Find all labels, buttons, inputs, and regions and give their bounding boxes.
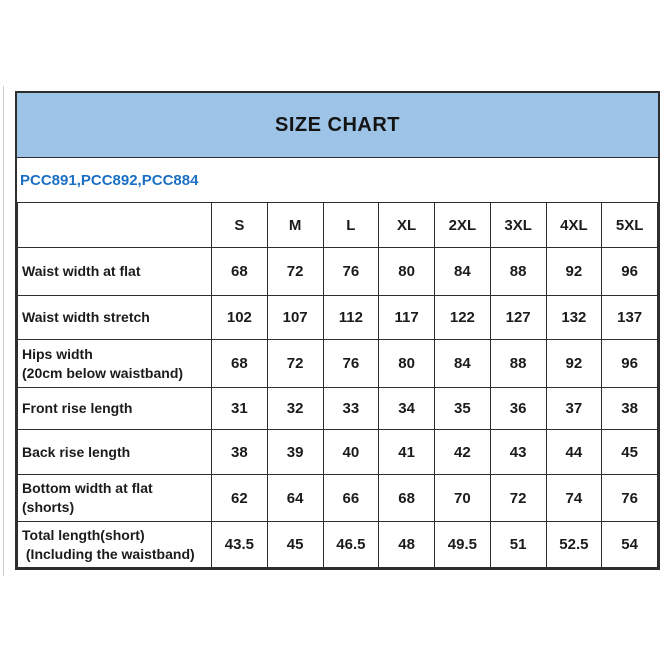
- table-row: [18, 475, 658, 522]
- measurement-label: Waist width at flat: [18, 248, 212, 296]
- size-value-cell: 31: [212, 388, 268, 430]
- size-value-cell: 42: [435, 430, 491, 475]
- size-value-cell: 38: [212, 430, 268, 475]
- size-value-cell: 76: [602, 475, 658, 522]
- table-row: [18, 248, 658, 296]
- size-value-cell: 40: [323, 430, 379, 475]
- size-value-cell: 72: [490, 475, 546, 522]
- corner-cell: [18, 203, 212, 248]
- measurement-label: Bottom width at flat (shorts): [18, 475, 212, 522]
- product-codes: PCC891,PCC892,PCC884: [20, 171, 199, 189]
- size-value-cell: 43.5: [212, 522, 268, 568]
- size-value-cell: 68: [379, 475, 435, 522]
- table-row: [18, 522, 658, 568]
- size-value-cell: 88: [490, 340, 546, 388]
- size-value-cell: 96: [602, 248, 658, 296]
- table-row: [18, 430, 658, 475]
- table-row: [18, 340, 658, 388]
- size-value-cell: 54: [602, 522, 658, 568]
- size-column-header: L: [323, 203, 379, 248]
- size-value-cell: 107: [267, 296, 323, 340]
- size-value-cell: 112: [323, 296, 379, 340]
- size-value-cell: 52.5: [546, 522, 602, 568]
- size-value-cell: 48: [379, 522, 435, 568]
- size-value-cell: 36: [490, 388, 546, 430]
- size-column-header: 4XL: [546, 203, 602, 248]
- size-value-cell: 41: [379, 430, 435, 475]
- size-value-cell: 49.5: [435, 522, 491, 568]
- size-value-cell: 96: [602, 340, 658, 388]
- size-value-cell: 33: [323, 388, 379, 430]
- size-value-cell: 122: [435, 296, 491, 340]
- size-header-row: [18, 203, 658, 248]
- table-row: [18, 388, 658, 430]
- size-value-cell: 38: [602, 388, 658, 430]
- size-value-cell: 74: [546, 475, 602, 522]
- size-value-cell: 80: [379, 248, 435, 296]
- size-column-header: 2XL: [435, 203, 491, 248]
- size-value-cell: 45: [267, 522, 323, 568]
- size-value-cell: 132: [546, 296, 602, 340]
- size-value-cell: 66: [323, 475, 379, 522]
- table-row: [18, 296, 658, 340]
- size-chart-title: SIZE CHART: [275, 113, 400, 136]
- size-value-cell: 37: [546, 388, 602, 430]
- measurement-label: Waist width stretch: [18, 296, 212, 340]
- size-value-cell: 102: [212, 296, 268, 340]
- size-value-cell: 39: [267, 430, 323, 475]
- size-column-header: 3XL: [490, 203, 546, 248]
- size-value-cell: 68: [212, 248, 268, 296]
- product-codes-row: [17, 158, 658, 202]
- size-value-cell: 80: [379, 340, 435, 388]
- size-value-cell: 45: [602, 430, 658, 475]
- size-value-cell: 88: [490, 248, 546, 296]
- size-value-cell: 35: [435, 388, 491, 430]
- size-table: [17, 202, 658, 568]
- size-value-cell: 72: [267, 340, 323, 388]
- size-value-cell: 34: [379, 388, 435, 430]
- size-value-cell: 84: [435, 248, 491, 296]
- size-value-cell: 68: [212, 340, 268, 388]
- size-column-header: XL: [379, 203, 435, 248]
- size-value-cell: 92: [546, 340, 602, 388]
- size-column-header: 5XL: [602, 203, 658, 248]
- size-value-cell: 64: [267, 475, 323, 522]
- size-value-cell: 44: [546, 430, 602, 475]
- size-value-cell: 84: [435, 340, 491, 388]
- size-value-cell: 92: [546, 248, 602, 296]
- left-edge-divider: [3, 86, 4, 576]
- measurement-label: Front rise length: [18, 388, 212, 430]
- size-value-cell: 137: [602, 296, 658, 340]
- size-value-cell: 51: [490, 522, 546, 568]
- size-value-cell: 117: [379, 296, 435, 340]
- size-value-cell: 76: [323, 248, 379, 296]
- size-value-cell: 46.5: [323, 522, 379, 568]
- size-chart-panel: [15, 91, 660, 570]
- measurement-label: Hips width (20cm below waistband): [18, 340, 212, 388]
- size-chart-header: [17, 93, 658, 158]
- size-column-header: M: [267, 203, 323, 248]
- size-value-cell: 70: [435, 475, 491, 522]
- size-value-cell: 62: [212, 475, 268, 522]
- size-value-cell: 127: [490, 296, 546, 340]
- size-value-cell: 72: [267, 248, 323, 296]
- measurement-label: Back rise length: [18, 430, 212, 475]
- size-value-cell: 76: [323, 340, 379, 388]
- size-value-cell: 43: [490, 430, 546, 475]
- measurement-label: Total length(short) (Including the waistband): [18, 522, 212, 568]
- size-column-header: S: [212, 203, 268, 248]
- size-value-cell: 32: [267, 388, 323, 430]
